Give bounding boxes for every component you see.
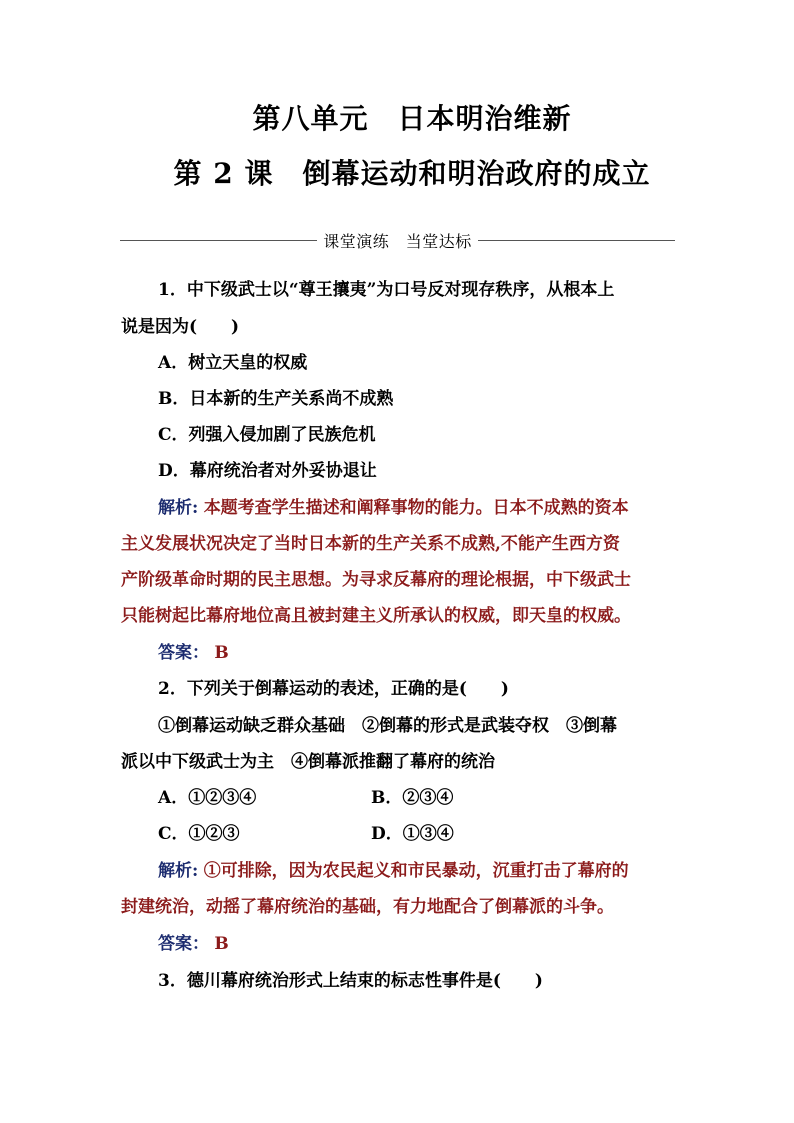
q1-stem-line2: 说是因为( ): [121, 317, 240, 337]
q1-analysis-line4: 只能树起比幕府地位高且被封建主义所承认的权威，即天皇的权威。: [121, 606, 631, 626]
q1-answer-value: B: [214, 643, 229, 663]
q1-option-a: A．树立天皇的权威: [158, 353, 308, 373]
q1-analysis-text-1: 本题考查学生描述和阐释事物的能力。日本不成熟的资本: [203, 498, 629, 518]
q1-answer: [158, 642, 229, 664]
q1-analysis-line3: 产阶级革命时期的民主思想。为寻求反幕府的理论根据，中下级武士: [121, 570, 631, 590]
q2-answer: [158, 933, 229, 955]
q1-option-b: B．日本新的生产关系尚不成熟: [158, 389, 394, 409]
q2-option-c: C．①②③: [158, 824, 240, 844]
q2-option-b: B．②③④: [371, 788, 454, 808]
q1-option-d: D．幕府统治者对外妥协退让: [158, 461, 377, 481]
divider-rule-right: [478, 240, 675, 241]
q2-answer-label: 答案：: [158, 934, 209, 954]
section-divider: [120, 230, 675, 250]
q1-stem-line1: 1．中下级武士以“尊王攘夷”为口号反对现存秩序，从根本上: [158, 280, 615, 300]
q2-option-d: D．①③④: [371, 824, 454, 844]
q3-stem: 3．德川幕府统治形式上结束的标志性事件是( ): [158, 971, 543, 991]
q2-analysis-line1: [158, 860, 629, 882]
q2-analysis-line2: 封建统治，动摇了幕府统治的基础，有力地配合了倒幕派的斗争。: [121, 897, 614, 917]
q1-analysis-label: 解析:: [158, 498, 199, 518]
q1-analysis-line1: [158, 497, 629, 519]
q1-analysis-line2: 主义发展状况决定了当时日本新的生产关系不成熟,不能产生西方资: [121, 534, 620, 554]
q2-statements-line2: 派以中下级武士为主 ④倒幕派推翻了幕府的统治: [121, 752, 495, 772]
q2-option-a: A．①②③④: [158, 788, 257, 808]
q1-answer-label: 答案：: [158, 643, 209, 663]
q1-option-c: C．列强入侵加剧了民族危机: [158, 425, 376, 445]
divider-rule-left: [120, 240, 317, 241]
q2-statements-line1: ①倒幕运动缺乏群众基础 ②倒幕的形式是武装夺权 ③倒幕: [158, 716, 617, 736]
section-label: 课堂演练 当堂达标: [323, 231, 472, 251]
q2-analysis-label: 解析:: [158, 861, 199, 881]
q2-stem: 2．下列关于倒幕运动的表述，正确的是( ): [158, 679, 509, 699]
lesson-title: 第 2 课 倒幕运动和明治政府的成立: [173, 157, 651, 190]
q2-answer-value: B: [214, 934, 229, 954]
unit-title: 第八单元 日本明治维新: [252, 102, 572, 135]
q2-analysis-text-1: ①可排除，因为农民起义和市民暴动，沉重打击了幕府的: [203, 861, 629, 881]
